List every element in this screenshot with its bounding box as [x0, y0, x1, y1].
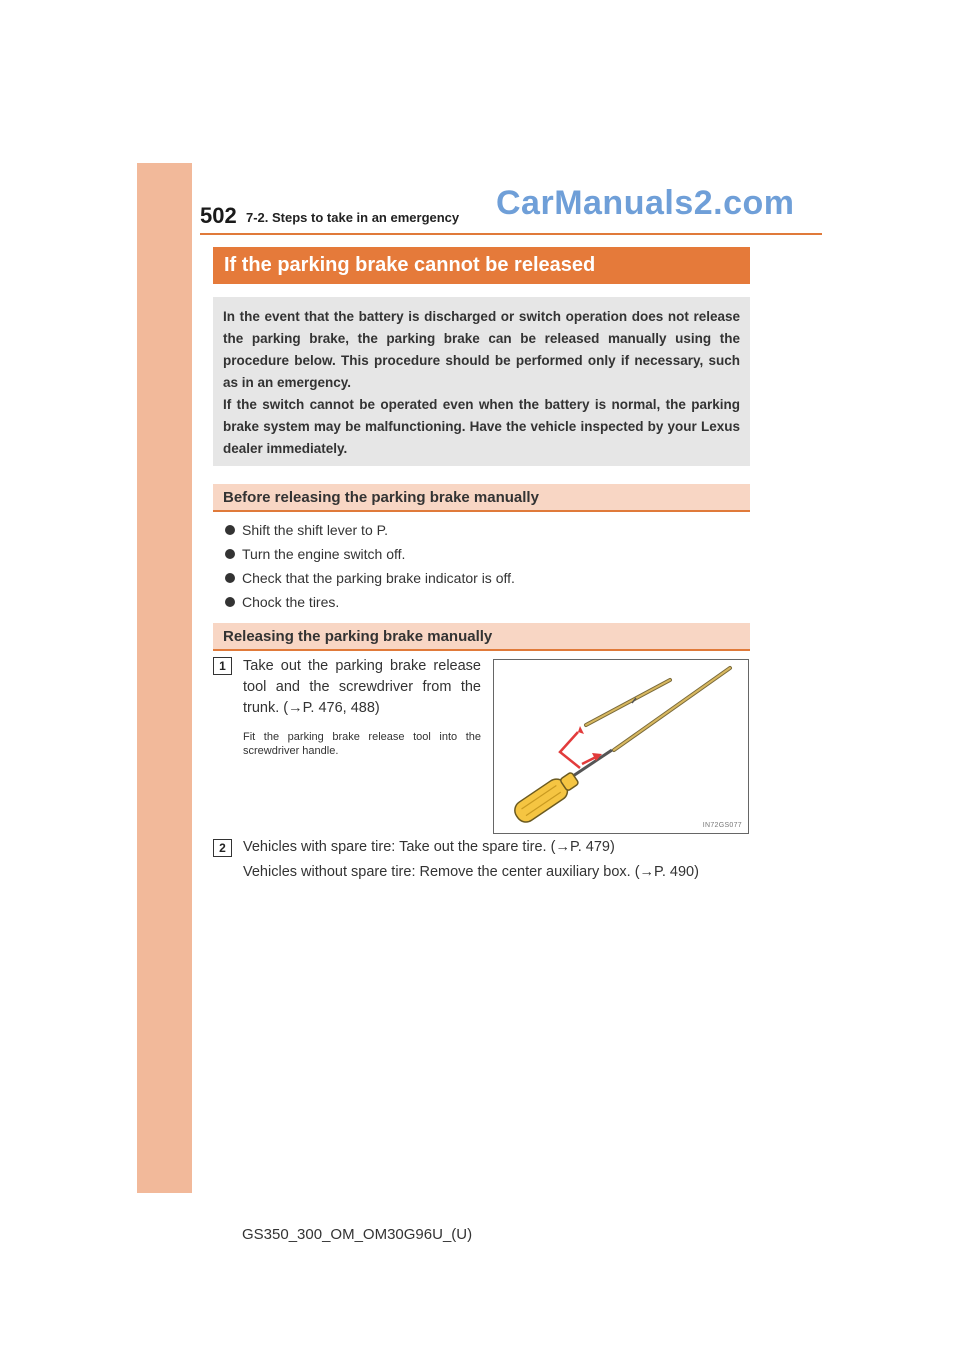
main-heading: If the parking brake cannot be released — [213, 247, 750, 284]
list-item — [225, 590, 515, 614]
list-item — [225, 566, 515, 590]
screwdriver-and-tool-drawing — [494, 660, 750, 835]
section-title: 7-2. Steps to take in an emergency — [246, 210, 460, 225]
step-2-number: 2 — [213, 839, 232, 857]
before-releasing-heading: Before releasing the parking brake manually — [213, 484, 750, 512]
before-releasing-list — [225, 518, 515, 614]
illustration-code: IN72GS077 — [702, 822, 742, 829]
releasing-heading: Releasing the parking brake manually — [213, 623, 750, 651]
intro-paragraph-1: In the event that the battery is discharged or switch operation does not release the parking brake, the parking brake can be released manually using the procedure below. This procedure should be performed only if necessary, such as in an emergency. — [223, 309, 740, 390]
step-2-line-1: Vehicles with spare tire: Take out the spare tire. (→P. 479) — [243, 839, 615, 855]
list-item-text: Shift the shift lever to P. — [242, 522, 389, 538]
watermark: CarManuals2.com — [496, 184, 795, 222]
footer-code: GS350_300_OM_OM30G96U_(U) — [242, 1226, 473, 1243]
step-1-note: Fit the parking brake release tool into the screwdriver handle. — [243, 731, 481, 757]
step-1-number: 1 — [213, 657, 232, 675]
list-item-text: Check that the parking brake indicator is off. — [242, 570, 515, 586]
list-item-text: Chock the tires. — [242, 594, 340, 610]
chapter-side-tab — [137, 163, 192, 1193]
bullet-icon — [225, 549, 235, 559]
bullet-icon — [225, 597, 235, 607]
intro-box — [213, 297, 750, 466]
bullet-icon — [225, 525, 235, 535]
list-item — [225, 542, 515, 566]
header-rule — [200, 233, 822, 235]
list-item — [225, 518, 515, 542]
step-2-line-2: Vehicles without spare tire: Remove the center auxiliary box. (→P. 490) — [243, 864, 699, 880]
bullet-icon — [225, 573, 235, 583]
list-item-text: Turn the engine switch off. — [242, 546, 406, 562]
page-number: 502 — [200, 203, 237, 228]
release-tool-illustration — [493, 659, 749, 834]
intro-paragraph-2: If the switch cannot be operated even when the battery is normal, the parking brake system may be malfunctioning. Have the vehicle inspected by your Lexus dealer immediately. — [223, 397, 740, 456]
step-1-text: Take out the parking brake release tool and the screwdriver from the trunk. (→P. 476, 488) — [243, 658, 481, 716]
